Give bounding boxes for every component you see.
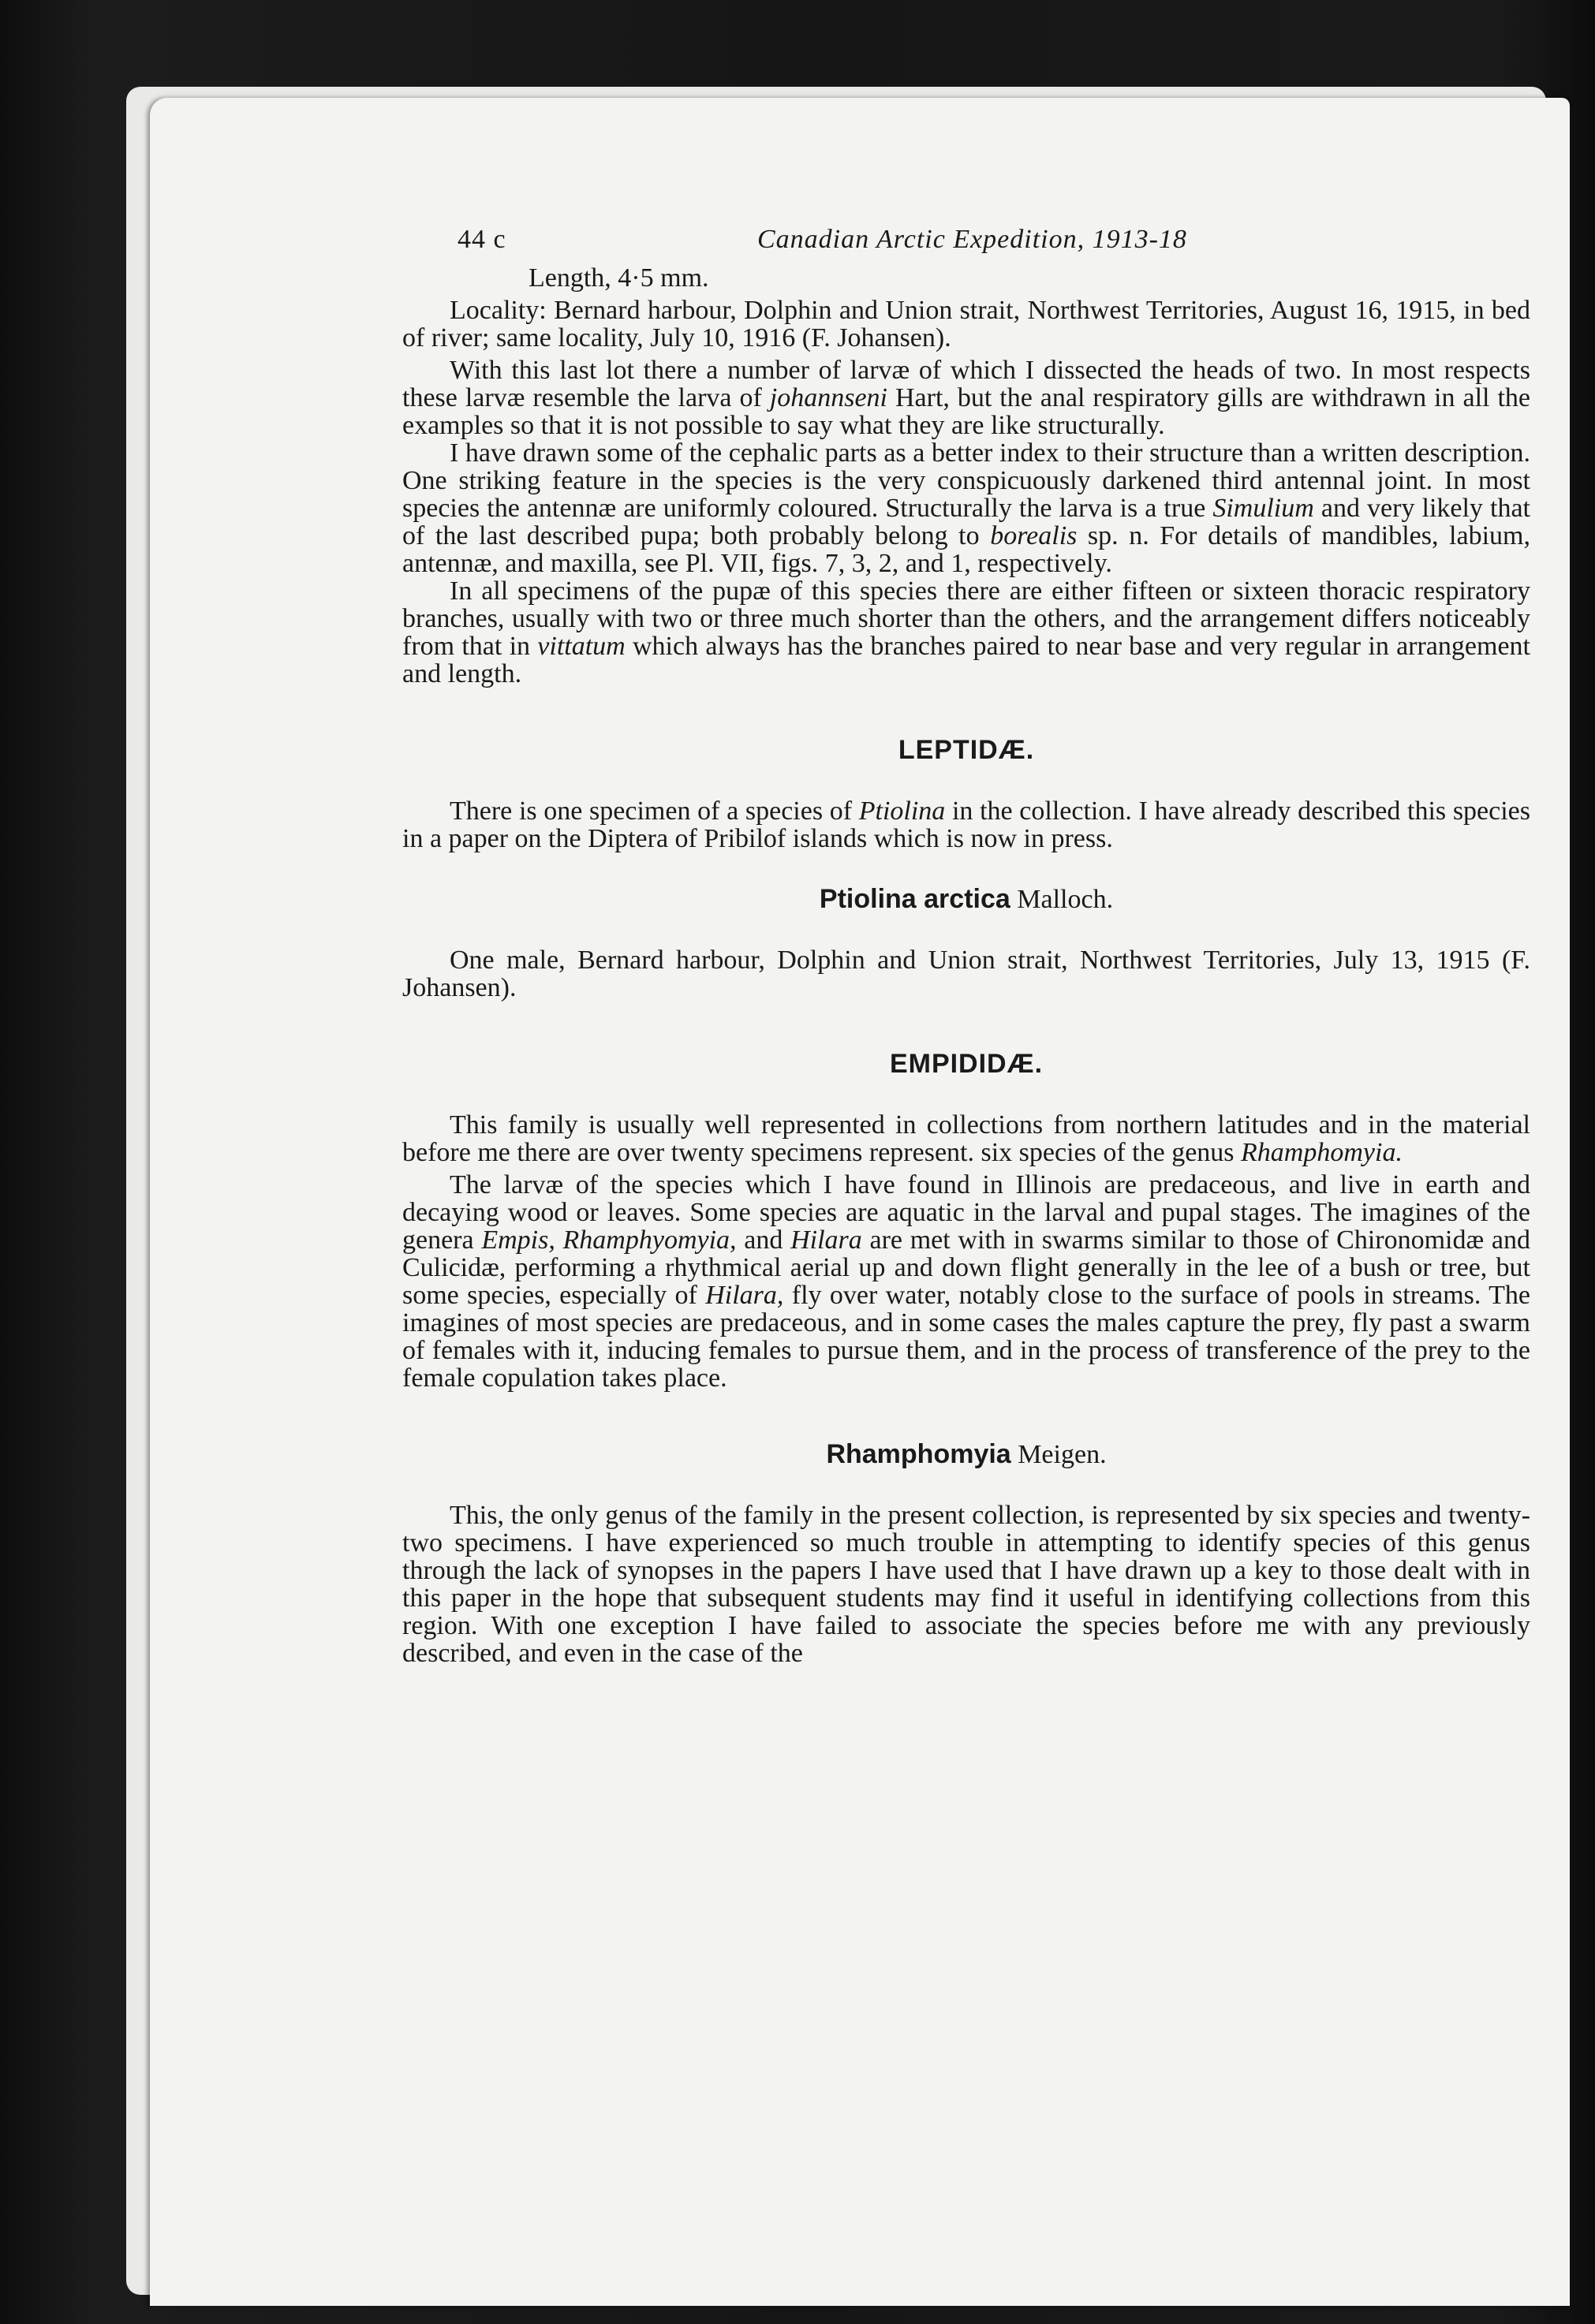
text-run: which always has the branches paired to near base and very regular in arrangement and length.: [402, 632, 1530, 688]
locality-paragraph: [402, 297, 1530, 352]
pupae-paragraph: [402, 577, 1530, 688]
text-run: I have drawn some of the cephalic parts as a better index to their structure than a written description. One striking feature in the species is the very conspicuously darkened third antennal joint. In most species the antennæ are uniformly coloured. Structurally the larva is a true: [402, 438, 1530, 523]
page-header: [260, 225, 1554, 264]
text-run: The larvæ of the species which I have found in Illinois are predaceous, and live in earth and decaying wood or leaves. Some species are aquatic in the larval and pupal stages. The imagines of the genera: [402, 1170, 1530, 1255]
ptiolina-record: [402, 946, 1530, 1002]
italic-run: borealis: [990, 521, 1078, 550]
text-run: and very likely that of the last described pupa; both probably belong to: [402, 494, 1530, 550]
text-run: sp. n. For details of mandibles, labium, antennæ, and maxilla, see Pl. VII, figs. 7, 3, 2, and 1, respectively.: [402, 521, 1530, 578]
text-run: in the collection. I have already described this species in a paper on the Diptera of Pribilof islands which is now in press.: [402, 796, 1530, 853]
text-run: Hart, but the anal respiratory gills are withdrawn in all the examples so that it is not possible to say what they are like structurally.: [402, 383, 1530, 440]
text-run: are met with in swarms similar to those of Chironomidæ and Culicidæ, performing a rhythmical aerial up and down flight generally in the lee of a bush or tree, but some species, especially of: [402, 1225, 1530, 1310]
leptidae-paragraph: [402, 797, 1530, 852]
italic-run: Hilara: [790, 1225, 862, 1255]
rhamphomyia-heading: [402, 1439, 1530, 1470]
italic-run: vittatum: [537, 632, 626, 661]
text-run: This, the only genus of the family in the present collection, is represented by six species and twenty-two specimens. I have experienced so much trouble in attempting to identify species of this genus through the lack of synopses in the papers I have used that I have drawn up a key to those dealt with in this paper in the hope that subsequent students may find it useful in identifying collections from this region. With one exception I have failed to associate the species before me with any previously described, and even in the case of the: [402, 1501, 1530, 1668]
locality-text: Locality: Bernard harbour, Dolphin and Union strait, Northwest Territories, August 16, 1915, in bed of river; same locality, July 10, 1916 (F. Johansen).: [402, 296, 1530, 353]
length-line: [529, 264, 1530, 292]
taxon-author: Meigen.: [1018, 1440, 1107, 1469]
text-run: There is one specimen of a species of: [450, 796, 859, 826]
ptiolina-heading: [402, 884, 1530, 915]
empididae-paragraph-2: [402, 1171, 1530, 1392]
taxon-author: Malloch.: [1017, 885, 1114, 914]
running-head: Canadian Arctic Expedition, 1913-18: [757, 225, 1187, 254]
record-text: One male, Bernard harbour, Dolphin and Union strait, Northwest Territories, July 13, 1915 (F. Johansen).: [402, 946, 1530, 1002]
larvae-paragraph: [402, 356, 1530, 439]
text-run: With this last lot there a number of larvæ of which I dissected the heads of two. In most respects these larvæ resemble the larva of: [402, 356, 1530, 412]
taxon-name: Rhamphomyia: [826, 1439, 1011, 1469]
empididae-heading: EMPIDIDÆ.: [889, 1049, 1044, 1079]
leptidae-heading: LEPTIDÆ.: [898, 735, 1035, 765]
italic-run: Hilara,: [705, 1281, 784, 1310]
italic-run: Ptiolina: [858, 796, 946, 826]
text-run: This family is usually well represented in collections from northern latitudes and in the material before me there are over twenty specimens represent. six species of the genus: [402, 1110, 1530, 1167]
italic-run: Empis, Rhamphyomyia,: [481, 1225, 737, 1255]
rhamphomyia-paragraph: [402, 1501, 1530, 1667]
length-text: Length, 4·5 mm.: [529, 263, 709, 293]
italic-run: Rhamphomyia.: [1241, 1138, 1403, 1167]
page-content: [260, 225, 1554, 1667]
page-number: 44 c: [458, 225, 506, 254]
italic-run: Simulium: [1212, 494, 1314, 523]
text-run: and: [736, 1225, 791, 1255]
taxon-name: Ptiolina arctica: [819, 884, 1010, 914]
italic-run: johannseni: [769, 383, 887, 412]
text-run: fly over water, notably close to the surface of pools in streams. The imagines of most species are predaceous, and in some cases the males capture the prey, fly past a swarm of females with it, inducing females to pursue them, and in the process of transference of the prey to the female copulation takes place.: [402, 1281, 1530, 1393]
cephalic-paragraph: [402, 439, 1530, 577]
text-run: In all specimens of the pupæ of this species there are either fifteen or sixteen thoracic respiratory branches, usually with two or three much shorter than the others, and the arrangement differs noticeably from that in: [402, 576, 1530, 661]
empididae-paragraph-1: [402, 1111, 1530, 1166]
